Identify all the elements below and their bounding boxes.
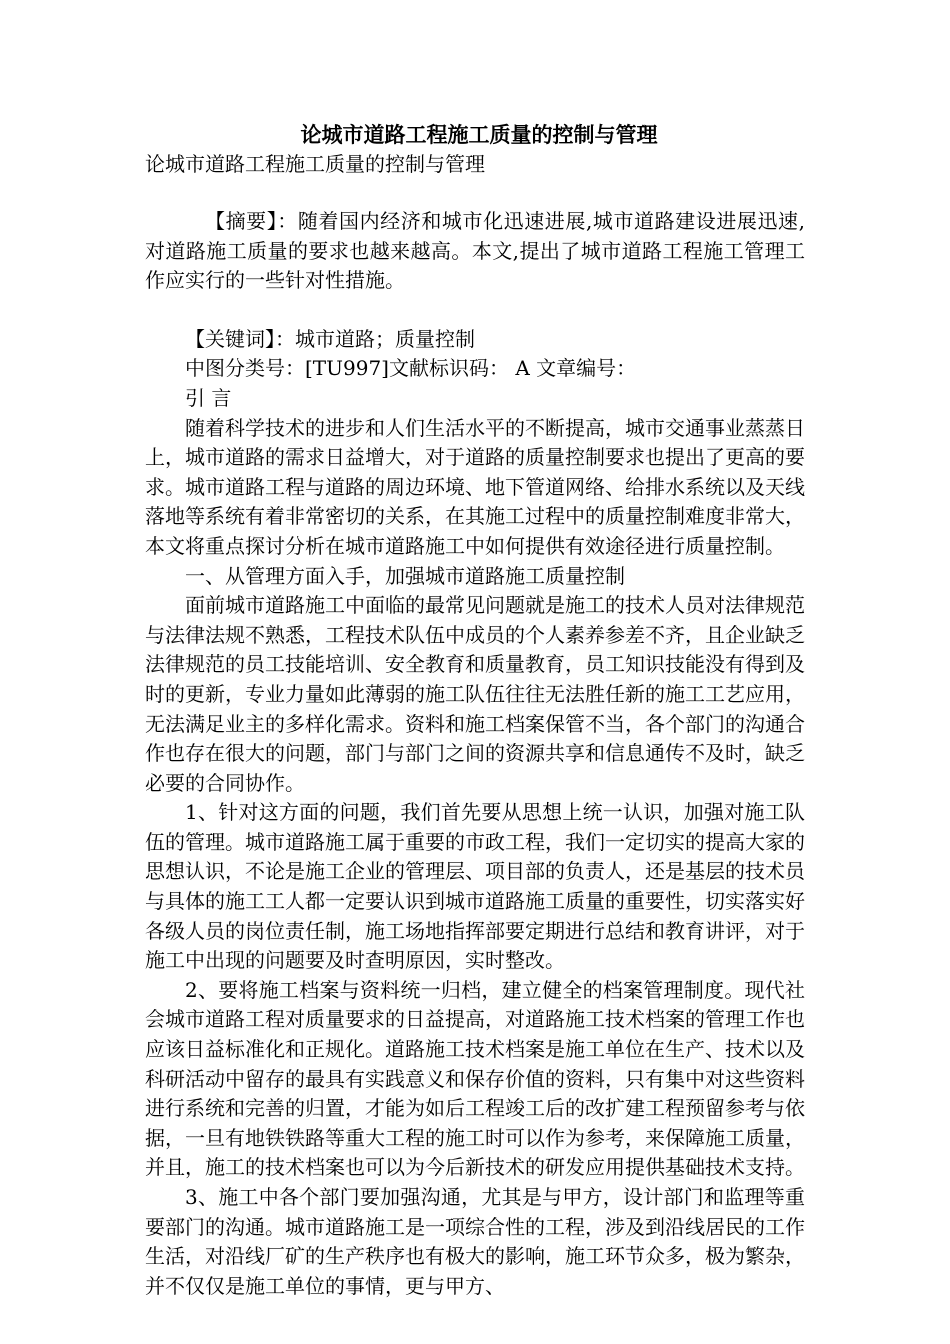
abstract-paragraph: 【摘要】：随着国内经济和城市化迅速进展,城市道路建设进展迅速,对道路施工质量的要求也越来越高。本文,提出了城市道路工程施工管理工作应实行的一些针对性措施。 <box>145 209 805 293</box>
body-paragraph-intro: 随着科学技术的进步和人们生活水平的不断提高，城市交通事业蒸蒸日上，城市道路的需求日益增大，对于道路的质量控制要求也提出了更高的要求。城市道路工程与道路的周边环境、地下管道网络、给排水系统以及天线落地等系统有着非常密切的关系，在其施工过程中的质量控制难度非常大，本文将重点探讨分析在城市道路施工中如何提供有效途径进行质量控制。 <box>145 415 805 558</box>
intro-heading: 引 言 <box>185 385 232 410</box>
body-paragraph-point-3: 3、施工中各个部门要加强沟通，尤其是与甲方，设计部门和监理等重要部门的沟通。城市道路施工是一项综合性的工程，涉及到沿线居民的工作生活，对沿线厂矿的生产秩序也有极大的影响，施工环节众多，极为繁杂，并不仅仅是施工单位的事情，更与甲方、 <box>145 1185 805 1298</box>
body-paragraph-problems: 面前城市道路施工中面临的最常见问题就是施工的技术人员对法律规范与法律法规不熟悉，工程技术队伍中成员的个人素养参差不齐，且企业缺乏法律规范的员工技能培训、安全教育和质量教育，员工知识技能没有得到及时的更新，专业力量如此薄弱的施工队伍往往无法胜任新的施工工艺应用，无法满足业主的多样化需求。资料和施工档案保管不当，各个部门的沟通合作也存在很大的问题，部门与部门之间的资源共享和信息通传不及时，缺乏必要的合同协作。 <box>145 593 805 795</box>
blank-line <box>145 296 805 325</box>
document-page <box>145 120 805 1301</box>
blank-line <box>145 178 805 207</box>
body-paragraph-point-1: 1、针对这方面的问题，我们首先要从思想上统一认识，加强对施工队伍的管理。城市道路施工属于重要的市政工程，我们一定切实的提高大家的思想认识，不论是施工企业的管理层、项目部的负责人，还是基层的技术员与具体的施工工人都一定要认识到城市道路施工质量的重要性，切实落实好各级人员的岗位责任制，施工场地指挥部要定期进行总结和教育讲评，对于施工中出现的问题要及时查明原因，实时整改。 <box>145 800 805 973</box>
keywords-line: 【关键词】：城市道路；质量控制 <box>185 326 475 351</box>
document-title: 论城市道路工程施工质量的控制与管理 <box>300 123 658 147</box>
section-heading-1: 一、从管理方面入手，加强城市道路施工质量控制 <box>185 563 625 588</box>
body-paragraph-point-2: 2、要将施工档案与资料统一归档，建立健全的档案管理制度。现代社会城市道路工程对质量要求的日益提高，对道路施工技术档案的管理工作也应该日益标准化和正规化。道路施工技术档案是施工单位在生产、技术以及科研活动中留存的最具有实践意义和保存价值的资料，只有集中对这些资料进行系统和完善的归置，才能为如后工程竣工后的改扩建工程预留参考与依据，一旦有地铁铁路等重大工程的施工时可以作为参考，来保障施工质量，并且，施工的技术档案也可以为今后新技术的研发应用提供基础技术支持。 <box>145 977 805 1180</box>
document-subtitle: 论城市道路工程施工质量的控制与管理 <box>145 152 485 176</box>
classification-line: 中图分类号：[TU997]文献标识码： A 文章编号： <box>185 356 637 381</box>
